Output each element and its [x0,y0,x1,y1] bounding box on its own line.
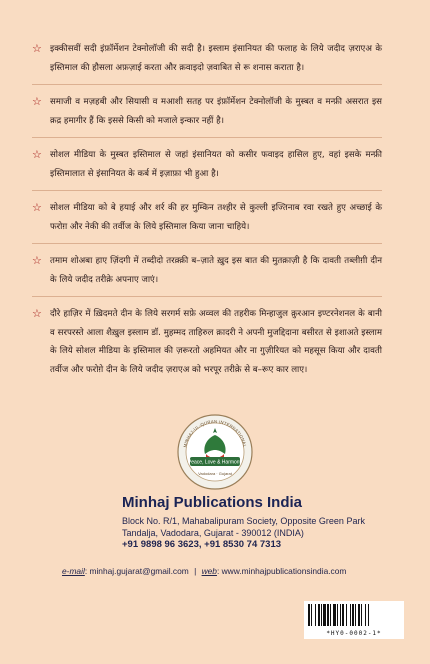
barcode [304,601,404,639]
star-icon: ☆ [32,95,42,108]
logo-bottom-text: Vadodara · Gujarat [198,471,232,476]
publisher-address [122,516,365,551]
bullet-item-3 [32,146,382,183]
star-icon: ☆ [32,148,42,161]
bullet-list [32,40,382,386]
bullet-text: सोशल मीडिया के मुस्बत इस्तिमाल से जहां इंसानियत को कसीर फवाइद हासिल हुए, वहां इसके मन्फ़ी इस्तिमालात से इंसानियत के कर्ब में इज़ाफ़ा भी हुआ है। [50,150,382,179]
website-link[interactable]: www.minhajpublicationsindia.com [221,566,347,576]
star-icon: ☆ [32,201,42,214]
address-line-2: Tandalja, Vadodara, Gujarat - 390012 (INDIA) [122,527,304,538]
logo-arc-text: MINHAJ-UL-QURAN INTERNATIONAL [182,418,248,448]
barcode-text: *HY0-0002-1* [326,630,382,637]
barcode-bars-icon [304,601,404,629]
bullet-text: सोशल मीडिया को बे हयाई और शर्र की हर मुम्किन तश्हीर से कुल्ली इज्तिनाब रवा रखते हुए अच्छाई के फरोग़ और नेकी की तर्वीज के लिये इस्तिमाल किया जाना चाहिये। [50,203,382,232]
bullet-item-1 [32,40,382,77]
star-icon: ☆ [32,254,42,267]
bullet-text: समाजी व मज़हबी और सियासी व मआशी सतह पर इंफ़ॉर्मेशन टेक्नोलॉजी के मुस्बत व मन्फ़ी असरात इस क़द्र हमागीर हैं कि इससे किसी को मजाले इन्कार नहीं है। [50,97,382,126]
separator: | [194,566,197,576]
contact-line: e-mail: minhaj.gujarat@gmail.com | web: www.minhajpublicationsindia.com [62,566,347,576]
bullet-text: तमाम शोअबा हाए ज़िंदगी में तब्दीदो तरक़्क़ी ब–ज़ाते ख़ुद इस बात की मुतक़ाज़ी है कि दावती तब्लीग़ी दीन के लिये जदीद तरीक़े अपनाए जाएं। [50,256,382,285]
bullet-item-6 [32,305,382,379]
bullet-item-5 [32,252,382,289]
divider [32,137,382,138]
divider [32,84,382,85]
star-icon: ☆ [32,307,42,320]
logo-ribbon-text: Peace, Love & Harmony [187,459,243,466]
phone-numbers: +91 9898 96 3623, +91 8530 74 7313 [122,539,282,550]
web-label: web [201,566,217,576]
email-label: e-mail [62,566,85,576]
bullet-text: दौरे हाज़िर में ख़िदमते दीन के लिये सरगर्म सफ़े अव्वल की तहरीक मिन्हाजुल क़ुरआन इण्टरनेशनल के बानी व सरपरस्ते आला शैख़ुल इस्लाम डॉ. मुहम्मद ताहिरुल क़ादरी ने अपनी मुजद्दिदाना बसीरत से इशाअते इस्लाम के लिये सोशल मीडिया के इस्तिमाल की ज़रूरतो अहमियत और ना गुज़ीरियत को महसूस किया और दावती तर्वीज और फरोग़े दीन के लिये जदीद ज़राएअ को भरपूर तरीक़े से ब–रूए कार लाए। [50,309,382,375]
bullet-item-2 [32,93,382,130]
minhaj-logo-icon [176,413,254,491]
divider [32,243,382,244]
email-link[interactable]: minhaj.gujarat@gmail.com [89,566,189,576]
bullet-item-4 [32,199,382,236]
publisher-name: Minhaj Publications India [122,494,303,511]
address-line-1: Block No. R/1, Mahabalipuram Society, Opposite Green Park [122,516,365,526]
divider [32,190,382,191]
divider [32,296,382,297]
star-icon: ☆ [32,42,42,55]
bullet-text: इक्कीसवीं सदी इंफ़ॉर्मेशन टेक्नोलॉजी की सदी है। इस्लाम इंसानियत की फलाह के लिये जदीद ज़राएअ के इस्तिमाल की हौसला अफ़ज़ाई करता और क़वाइदो ज़वाबित से रू शनास कराता है। [50,44,382,73]
